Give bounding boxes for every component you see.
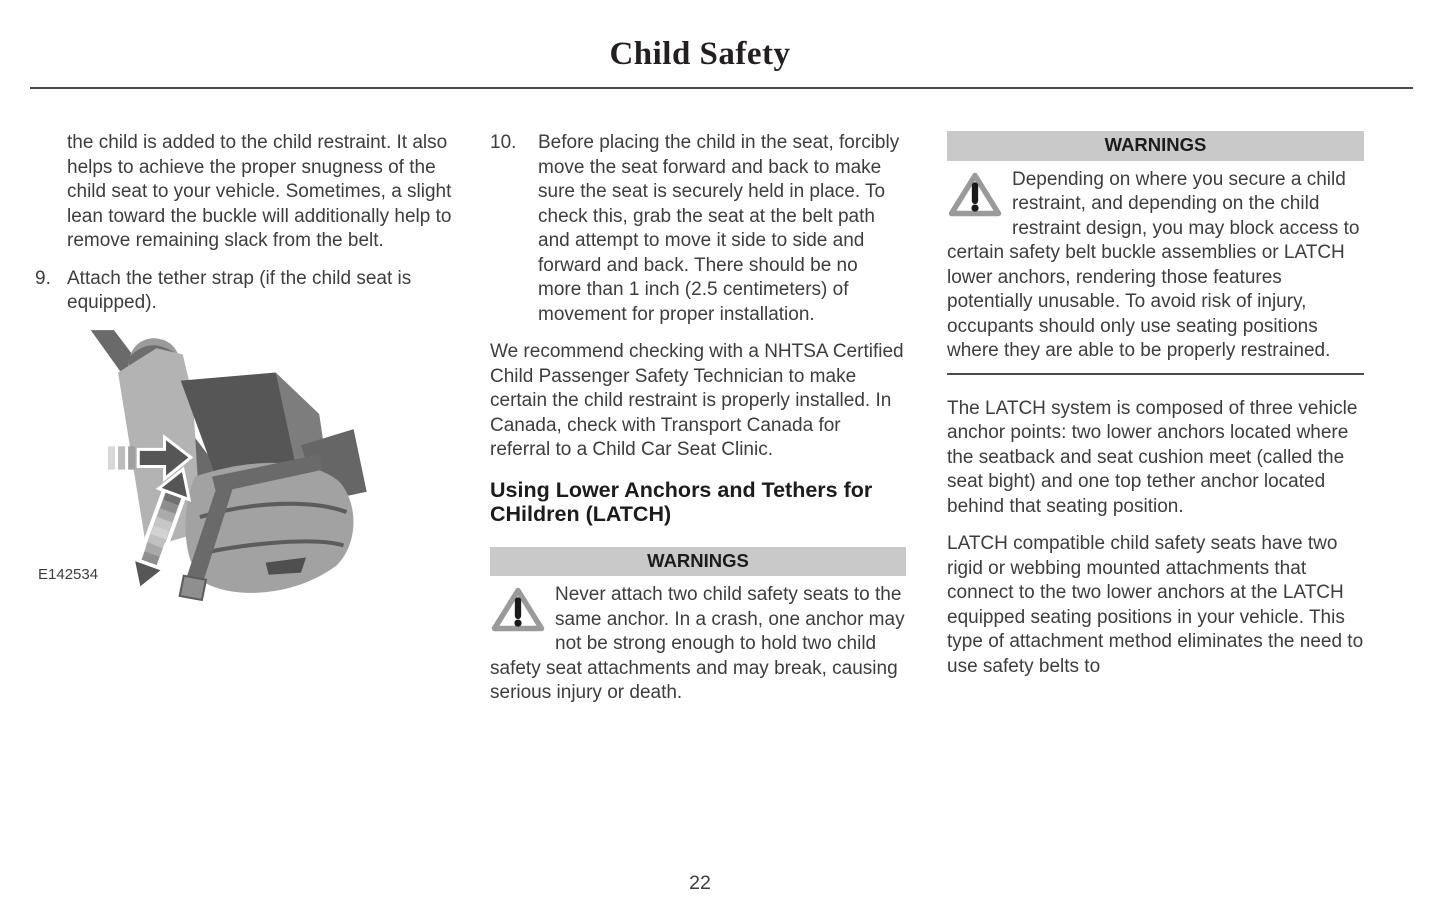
child-seat-with-belt-illustration: [57, 324, 452, 602]
child-seat-figure: [35, 324, 472, 602]
warning-end-divider: [947, 373, 1364, 375]
latch-system-paragraph: The LATCH system is composed of three vehicle anchor points: two lower anchors located where the seatback and seat cushion meet (called the seat bight) and one top tether anchor located behind that seating position.: [947, 397, 1358, 517]
recommendation-paragraph: We recommend checking with a NHTSA Certified Child Passenger Safety Technician to make certain the child restraint is properly installed. In Canada, check with Transport Canada for referral to a Child Car Seat Clinic.: [490, 341, 904, 460]
figure-label: E142534: [38, 566, 99, 583]
list-number: 10.: [490, 132, 517, 153]
list-text: Before placing the child in the seat, forcibly move the seat forward and back to make sure the seat is securely held in place. To check this, grab the seat at the belt path and attempt to move it side to side and forward and back. There should be no more than 1 inch (2.5 centimeters) of movement for proper installation.: [538, 132, 900, 325]
warning-header: WARNINGS: [490, 547, 906, 577]
warning-box: [490, 547, 906, 706]
warning-body: [947, 168, 1364, 364]
column-right: [947, 131, 1364, 679]
continuation-paragraph: the child is added to the child restraint. It also helps to achieve the proper snugness of the child seat to your vehicle. Sometimes, a slight lean toward the buckle will additionally help to remove remaining slack from the belt.: [67, 132, 452, 251]
list-number: 9.: [35, 267, 51, 289]
warning-triangle-icon: [490, 586, 546, 633]
latch-compatible-paragraph: LATCH compatible child safety seats have two rigid or webbing mounted attachments that connect to the two lower anchors at the LATCH equipped seating positions in your vehicle. This type of attachment method eliminates the need to use safety belts to: [947, 533, 1364, 677]
title-divider: [30, 87, 1413, 89]
list-text: Attach the tether strap (if the child seat is equipped).: [67, 267, 412, 313]
warning-body: [490, 583, 906, 706]
warning-text: Never attach two child safety seats to the same anchor. In a crash, one anchor may not be strong enough to hold two child safety seat attachments and may break, causing serious injury or death.: [490, 584, 905, 703]
column-middle: [490, 131, 906, 706]
page-title: Child Safety: [609, 36, 791, 72]
warning-header: WARNINGS: [947, 131, 1364, 161]
warning-triangle-icon: [947, 171, 1003, 218]
section-heading-latch: Using Lower Anchors and Tethers for CHildren (LATCH): [490, 477, 873, 526]
page-number: 22: [689, 872, 711, 894]
warning-box: [947, 131, 1364, 375]
list-item-10: [490, 131, 906, 327]
warning-text: Depending on where you secure a child restraint, and depending on the child restraint design, you may block access to certain safety belt buckle assemblies or LATCH lower anchors, rendering those features potentially unusable. To avoid risk of injury, occupants should only use seating positions where they are able to be properly restrained.: [947, 168, 1360, 361]
list-item-9: [35, 267, 472, 316]
column-left: [35, 131, 472, 602]
